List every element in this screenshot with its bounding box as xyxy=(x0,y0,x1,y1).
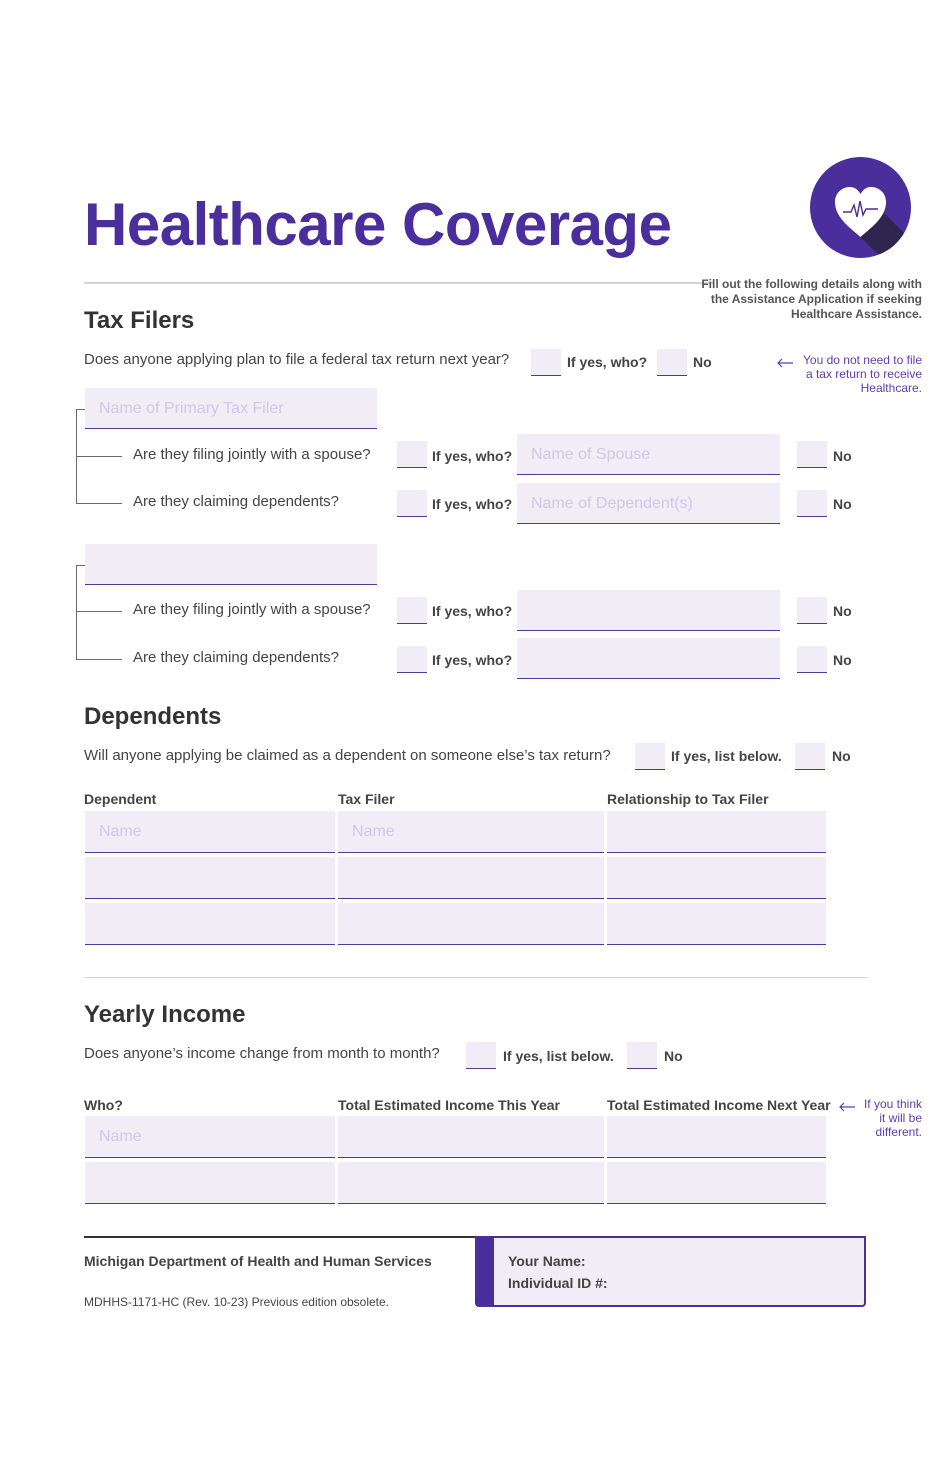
filing-jointly-no-checkbox[interactable] xyxy=(797,441,827,468)
section-heading-dependents: Dependents xyxy=(84,703,222,730)
title-divider xyxy=(84,282,714,284)
claiming-dependents-yes-label: If yes, who? xyxy=(432,652,513,668)
spouse-name-input[interactable] xyxy=(517,434,780,475)
who-cell[interactable] xyxy=(85,1116,335,1158)
bracket-line xyxy=(76,565,85,566)
tax-filer-name-cell[interactable] xyxy=(338,903,604,945)
claiming-dependents-no-label: No xyxy=(833,496,852,512)
relationship-cell[interactable] xyxy=(607,811,826,853)
heart-pulse-icon xyxy=(810,157,911,258)
your-name-label: Your Name: xyxy=(508,1253,586,1269)
bracket-line xyxy=(76,503,122,504)
tax-return-yes-checkbox[interactable] xyxy=(531,349,561,376)
form-id: MDHHS-1171-HC (Rev. 10-23) Previous edition obsolete. xyxy=(84,1295,390,1309)
claiming-dependents-no-checkbox[interactable] xyxy=(797,490,827,517)
dependent-name-cell[interactable] xyxy=(85,857,335,899)
income-yes-checkbox[interactable] xyxy=(466,1042,496,1069)
claiming-dependents-no-label: No xyxy=(833,652,852,668)
tax-filer-name-cell[interactable] xyxy=(338,811,604,853)
tax-return-no-checkbox[interactable] xyxy=(657,349,687,376)
spouse-name-placeholder: Name of Spouse xyxy=(531,446,651,463)
claiming-dependents-yes-checkbox[interactable] xyxy=(397,646,427,673)
applicant-info-box xyxy=(475,1236,866,1307)
dependents-no-checkbox[interactable] xyxy=(795,743,825,770)
tax-filer-name-cell[interactable] xyxy=(338,857,604,899)
filing-jointly-yes-label: If yes, who? xyxy=(432,448,513,464)
relationship-cell[interactable] xyxy=(607,857,826,899)
dependents-yes-label: If yes, list below. xyxy=(671,748,782,764)
section-heading-tax-filers: Tax Filers xyxy=(84,307,195,334)
bracket-line xyxy=(76,659,122,660)
who-placeholder: Name xyxy=(99,1128,142,1145)
section-heading-yearly-income: Yearly Income xyxy=(84,1001,246,1028)
section-divider xyxy=(84,977,868,978)
bracket-line xyxy=(76,565,77,659)
filing-jointly-no-checkbox[interactable] xyxy=(797,597,827,624)
filing-jointly-yes-checkbox[interactable] xyxy=(397,597,427,624)
column-header-income-next-year: Total Estimated Income Next Year xyxy=(607,1097,831,1113)
income-no-label: No xyxy=(664,1048,683,1064)
filing-jointly-no-label: No xyxy=(833,603,852,619)
column-header-dependent: Dependent xyxy=(84,791,157,807)
income-yes-label: If yes, list below. xyxy=(503,1048,614,1064)
filing-jointly-yes-checkbox[interactable] xyxy=(397,441,427,468)
second-tax-filer-input[interactable] xyxy=(85,544,377,585)
income-side-note: If you think it will be different. xyxy=(863,1097,922,1139)
primary-tax-filer-input[interactable] xyxy=(85,388,377,429)
bracket-line xyxy=(76,611,122,612)
bracket-line xyxy=(76,456,122,457)
claiming-dependents-yes-checkbox[interactable] xyxy=(397,490,427,517)
income-this-year-cell[interactable] xyxy=(338,1116,604,1158)
individual-id-label: Individual ID #: xyxy=(508,1275,608,1291)
dependents-question: Will anyone applying be claimed as a dependent on someone else’s tax return? xyxy=(84,747,611,764)
filing-jointly-yes-label: If yes, who? xyxy=(432,603,513,619)
dependent-name-input[interactable] xyxy=(517,483,780,524)
intro-note: Fill out the following details along with the Assistance Application if seeking Healthcare Assistance. xyxy=(701,277,922,321)
spouse-name-input[interactable] xyxy=(517,590,780,631)
filing-jointly-no-label: No xyxy=(833,448,852,464)
claiming-dependents-no-checkbox[interactable] xyxy=(797,646,827,673)
primary-tax-filer-placeholder: Name of Primary Tax Filer xyxy=(99,400,284,417)
column-header-tax-filer: Tax Filer xyxy=(338,791,395,807)
claiming-dependents-yes-label: If yes, who? xyxy=(432,496,513,512)
claiming-dependents-question: Are they claiming dependents? xyxy=(133,493,339,510)
who-cell[interactable] xyxy=(85,1162,335,1204)
column-header-relationship: Relationship to Tax Filer xyxy=(607,791,769,807)
page-title: Healthcare Coverage xyxy=(84,191,672,258)
tax-return-no-label: No xyxy=(693,354,712,370)
tax-filer-name-placeholder: Name xyxy=(352,823,395,840)
arrow-left-icon xyxy=(838,1099,856,1117)
dependents-yes-checkbox[interactable] xyxy=(635,743,665,770)
dependents-no-label: No xyxy=(832,748,851,764)
arrow-left-icon xyxy=(776,355,794,373)
dependent-name-cell[interactable] xyxy=(85,903,335,945)
tax-return-side-note: You do not need to file a tax return to receive Healthcare. xyxy=(803,353,922,395)
income-next-year-cell[interactable] xyxy=(607,1116,826,1158)
dependent-name-cell[interactable] xyxy=(85,811,335,853)
column-header-who: Who? xyxy=(84,1097,123,1113)
filing-jointly-question: Are they filing jointly with a spouse? xyxy=(133,446,371,463)
filing-jointly-question: Are they filing jointly with a spouse? xyxy=(133,601,371,618)
income-this-year-cell[interactable] xyxy=(338,1162,604,1204)
relationship-cell[interactable] xyxy=(607,903,826,945)
bracket-line xyxy=(76,409,85,410)
income-next-year-cell[interactable] xyxy=(607,1162,826,1204)
tax-return-question: Does anyone applying plan to file a federal tax return next year? xyxy=(84,351,510,368)
income-no-checkbox[interactable] xyxy=(627,1042,657,1069)
dependent-name-input[interactable] xyxy=(517,638,780,679)
claiming-dependents-question: Are they claiming dependents? xyxy=(133,649,339,666)
column-header-income-this-year: Total Estimated Income This Year xyxy=(338,1097,560,1113)
dependent-name-placeholder: Name xyxy=(99,823,142,840)
dependent-name-placeholder: Name of Dependent(s) xyxy=(531,495,693,512)
income-question: Does anyone’s income change from month to month? xyxy=(84,1045,440,1062)
agency-name: Michigan Department of Health and Human Services xyxy=(84,1253,432,1269)
tax-return-yes-label: If yes, who? xyxy=(567,354,648,370)
